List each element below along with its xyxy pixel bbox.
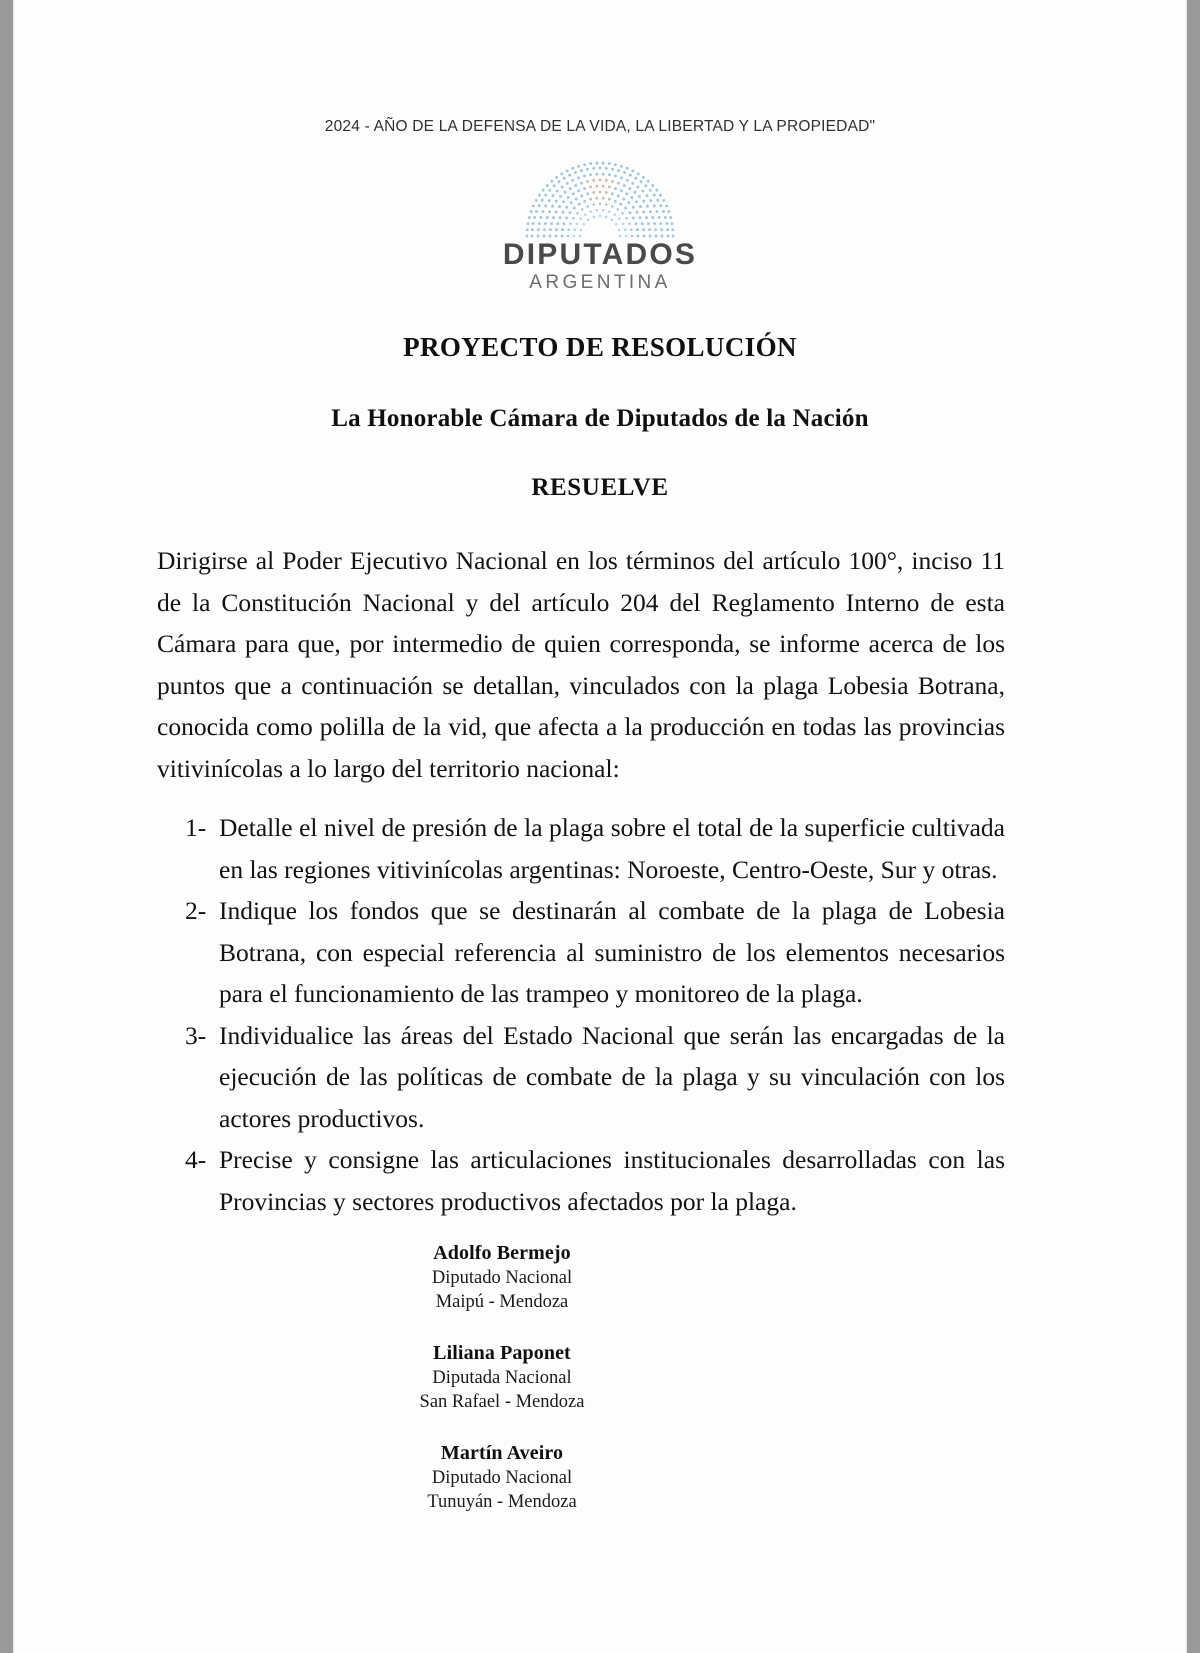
list-item-text: Precise y consigne las articulaciones institucionales desarrolladas con las Provincias y sectores productivos afectados por la plaga. — [219, 1145, 1005, 1216]
list-item-text: Indique los fondos que se destinarán al combate de la plaga de Lobesia Botrana, con especial referencia al suministro de los elementos necesarios para el funcionamiento de las trampeo y monitoreo de la plaga. — [219, 896, 1005, 1008]
list-item — [157, 807, 1005, 890]
signatory-district: San Rafael - Mendoza — [419, 1392, 585, 1412]
list-item-number: 3- — [185, 1020, 207, 1050]
intro-paragraph: Dirigirse al Poder Ejecutivo Nacional en los términos del artículo 100°, inciso 11 de la Constitución Nacional y del artículo 204 del Reglamento Interno de esta Cámara para que, por intermedio de quien corresponda, se informe acerca de los puntos que a continuación se detallan, vinculados con la plaga Lobesia Botrana, conocida como polilla de la vid, que afecta a la producción en todas las provincias vitivinícolas a lo largo del territorio nacional: — [157, 546, 1005, 783]
list-item — [157, 890, 1005, 1015]
list-item-number: 2- — [185, 896, 207, 925]
resolution-verb: RESUELVE — [531, 474, 669, 501]
document-body — [157, 540, 1005, 1222]
chamber-title: La Honorable Cámara de Diputados de la Nación — [331, 405, 869, 432]
signatory-name: Liliana Paponet — [433, 1342, 571, 1364]
list-item-text: Individualice las áreas del Estado Nacional que serán las encargadas de la ejecución de las políticas de combate de la plaga y su vinculación con los actores productivos. — [219, 1020, 1005, 1133]
signature-block — [14, 1440, 1186, 1514]
document-page — [14, 0, 1186, 1653]
signature-area — [14, 1240, 1186, 1540]
hemicycle-dots-icon — [525, 160, 675, 238]
logo-title: DIPUTADOS — [502, 238, 698, 271]
signatory-role: Diputado Nacional — [431, 1468, 573, 1488]
signature-block — [14, 1240, 1186, 1314]
signature-block — [14, 1340, 1186, 1414]
page-content — [14, 0, 1186, 1653]
list-item-text: Detalle el nivel de presión de la plaga sobre el total de la superficie cultivada en las regiones vitivinícolas argentinas: Noroeste, Centro-Oeste, Sur y otras. — [219, 813, 1005, 884]
institution-logo — [14, 160, 1186, 294]
page-title: PROYECTO DE RESOLUCIÓN — [403, 332, 797, 362]
signatory-district: Maipú - Mendoza — [435, 1292, 569, 1312]
signatory-role: Diputada Nacional — [432, 1368, 572, 1388]
signatory-district: Tunuyán - Mendoza — [427, 1492, 577, 1512]
list-item — [157, 1015, 1005, 1140]
signatory-name: Martín Aveiro — [440, 1442, 564, 1464]
document-header-motto: 2024 - AÑO DE LA DEFENSA DE LA VIDA, LA LIBERTAD Y LA PROPIEDAD" — [324, 118, 876, 135]
logo-subtitle: ARGENTINA — [529, 271, 671, 293]
list-item-number: 4- — [185, 1145, 207, 1174]
request-item-list — [157, 807, 1005, 1222]
list-item — [157, 1139, 1005, 1222]
signatory-name: Adolfo Bermejo — [433, 1242, 571, 1264]
list-item-number: 1- — [185, 813, 207, 842]
signatory-role: Diputado Nacional — [431, 1268, 573, 1288]
